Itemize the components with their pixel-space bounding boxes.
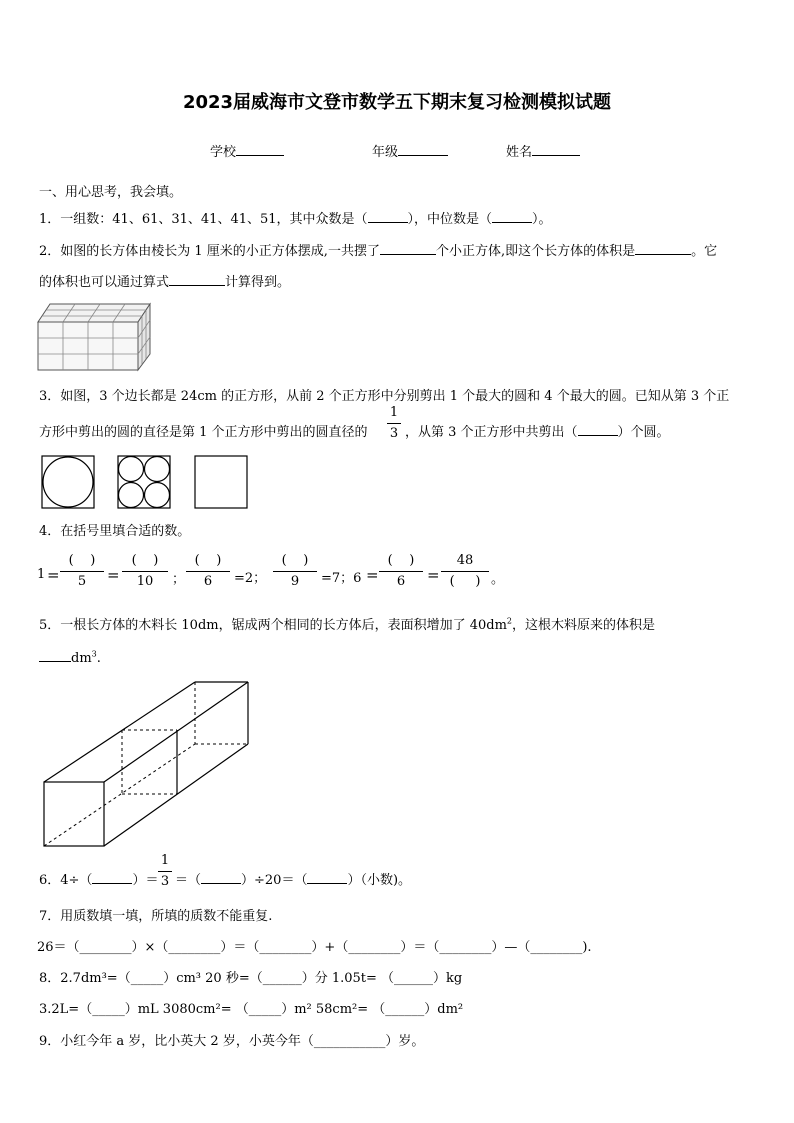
q3-text-c: ）个圆。 <box>617 425 670 440</box>
q6-text-e: ）（小数)。 <box>347 873 412 888</box>
q4-frac-2: ( ) 10 <box>122 552 168 591</box>
q3-fraction <box>387 404 401 443</box>
question-7-line-2: 26＝（________）×（________）＝（________）+（________）＝（________）—（________). <box>37 940 592 955</box>
square-1 <box>42 456 94 508</box>
q6-text-c: ＝（ <box>175 873 202 888</box>
question-6b <box>175 869 411 888</box>
q4-frac-5: ( ) 6 <box>379 552 423 591</box>
section-heading: 一、用心思考，我会填。 <box>39 185 183 200</box>
q5-sup: 2 <box>506 616 513 626</box>
q4-end: 。 <box>491 572 505 587</box>
question-2-line-1 <box>39 240 717 259</box>
q4-den-6: 6 <box>203 574 213 589</box>
q1-text-c: ）。 <box>532 212 552 227</box>
question-5-line-1 <box>39 614 655 633</box>
question-4: 4．在括号里填合适的数。 <box>39 524 191 539</box>
question-3-line-1: 3．如图，3 个边长都是 24cm 的正方形，从前 2 个正方形中分别剪出 1 个最大的圆和 4 个最大的圆。已知从第 3 个正 <box>39 389 730 404</box>
grade-label: 年级 <box>372 145 399 160</box>
q2-text-c: 。它 <box>691 244 718 259</box>
q2-text-d: 的体积也可以通过算式 <box>39 275 170 290</box>
q4-frac-1: ( ) 5 <box>60 552 104 591</box>
q4-one: 1 <box>37 567 46 582</box>
q4-den-5: 5 <box>77 574 87 589</box>
question-6 <box>39 869 158 888</box>
school-label: 学校 <box>210 145 237 160</box>
q2-text-e: 计算得到。 <box>225 275 291 290</box>
q4-den-6b: 6 <box>396 574 406 589</box>
q4-eq-5: = <box>366 566 379 584</box>
school-field <box>210 141 284 160</box>
question-8-line-1: 8．2.7dm³=（_____）cm³ 20 秒=（______）分 1.05t= （______）kg <box>39 971 463 986</box>
q3-frac-den: 3 <box>389 426 399 441</box>
question-3-line-2b <box>405 421 670 440</box>
q2-text: 2．如图的长方体由棱长为 1 厘米的小正方体摆成,一共摆了 <box>39 244 380 259</box>
q5-end: . <box>96 651 101 666</box>
square-3 <box>195 456 247 508</box>
q4-frac-4: ( ) 9 <box>273 552 317 591</box>
q6-frac-den: 3 <box>160 874 170 889</box>
page-title: 2023届威海市文登市数学五下期末复习检测模拟试题 <box>182 92 612 113</box>
cube-cuboid-figure <box>36 300 154 372</box>
question-9: 9．小红今年 a 岁，比小英大 2 岁，小英今年（___________）岁。 <box>39 1034 425 1049</box>
wood-cuboid-figure <box>40 678 256 850</box>
q1-text-b: ），中位数是（ <box>407 212 493 227</box>
q3-text-b: ，从第 3 个正方形中共剪出（ <box>405 425 578 440</box>
q6-fraction <box>158 852 172 891</box>
q4-eq-2: = <box>107 566 120 584</box>
q4-den-9: 9 <box>290 574 300 589</box>
name-field <box>506 141 580 160</box>
q4-den-10: 10 <box>136 574 154 589</box>
squares-circles-figure <box>40 454 252 510</box>
grade-field <box>372 141 448 160</box>
q6-frac-num: 1 <box>160 853 170 868</box>
q4-eq-6: = <box>427 566 440 584</box>
question-3-line-2 <box>39 421 368 440</box>
question-1 <box>39 208 552 227</box>
q5-unit: dm <box>71 651 92 666</box>
q3-frac-num: 1 <box>389 405 399 420</box>
name-label: 姓名 <box>506 145 533 160</box>
q1-text: 1．一组数：41、61、31、41、41、51，其中众数是（ <box>39 212 368 227</box>
q4-frac-3: ( ) 6 <box>186 552 230 591</box>
question-8-line-2: 3.2L=（_____）mL 3080cm²= （_____）m² 58cm²= （______）dm² <box>39 1002 464 1017</box>
q6-text-b: ）＝ <box>132 873 159 888</box>
q4-frac-6: 48 ( ) <box>441 552 489 591</box>
q4-sep-1: ； <box>172 572 186 587</box>
q3-text-a: 方形中剪出的圆的直径是第 1 个正方形中剪出的圆直径的 <box>39 425 368 440</box>
q4-eq-1: = <box>47 566 60 584</box>
q4-eq-4: =7；6 <box>321 571 362 586</box>
q2-text-b: 个小正方体,即这个长方体的体积是 <box>435 244 636 259</box>
circle-large <box>43 457 93 507</box>
square-2 <box>118 456 170 508</box>
q5-text: 5．一根长方体的木料长 10dm，锯成两个相同的长方体后，表面积增加了 40dm <box>39 618 507 633</box>
q6-text-a: 6．4÷（ <box>39 873 93 888</box>
q5-sup-2: 3 <box>91 649 97 659</box>
q4-num-48: 48 <box>456 553 474 568</box>
q4-eq-3: =2； <box>234 571 267 586</box>
q5-text-b: ，这根木料原来的体积是 <box>512 618 656 633</box>
q6-text-d: ）÷20＝（ <box>241 873 308 888</box>
question-5-line-2 <box>39 647 101 666</box>
question-7-line-1: 7．用质数填一填，所填的质数不能重复. <box>39 909 273 924</box>
question-2-line-2 <box>39 271 290 290</box>
